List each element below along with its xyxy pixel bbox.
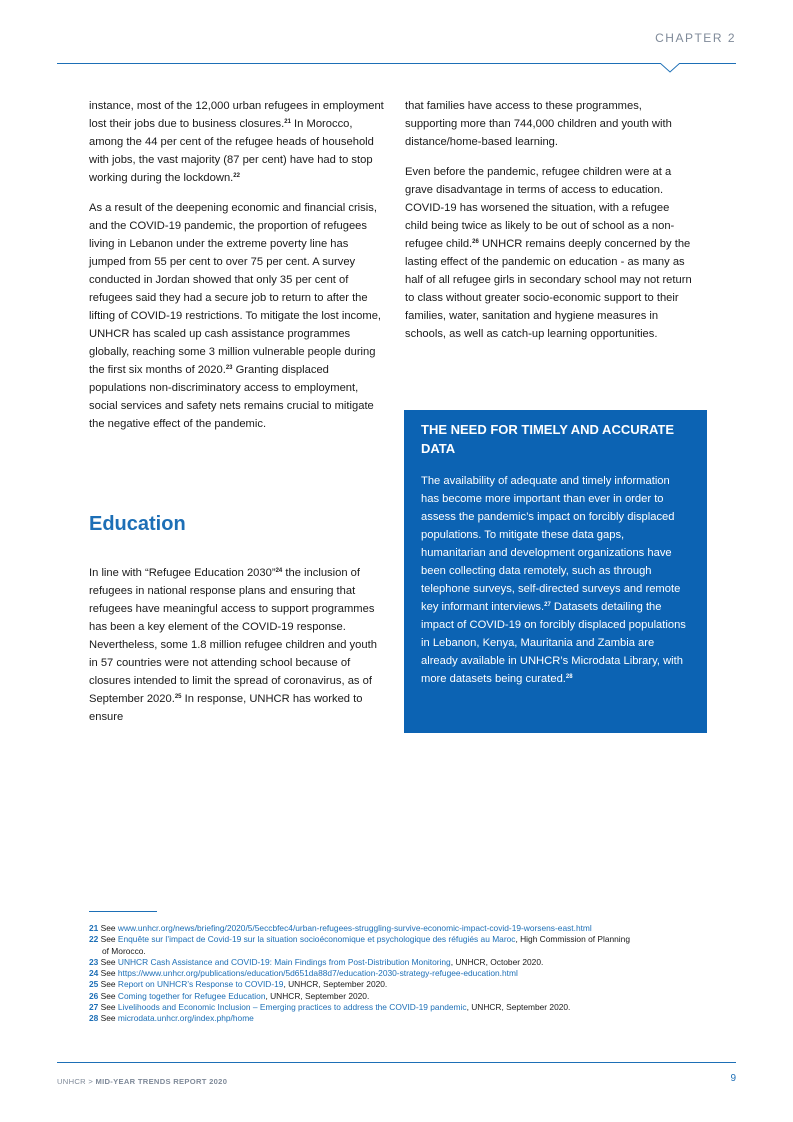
text-run: As a result of the deepening economic and financial crisis, and the COVID-19 pandemic, the proportion of refugees living in Lebanon under the extreme poverty line has jumped from 55 per cent to over 75 per cent. A survey conducted in Jordan showed that only 35 per cent of refugees said they had a secure job to return to after the lifting of COVID-19 restrictions. To mitigate the lost income, UNHCR has scaled up cash assistance programmes globally, reaching some 3 million vulnerable people during the first six months of 2020. — [89, 202, 382, 376]
text-run: The availability of adequate and timely information has become more important than ever in order to assess the pandemic’s impact on forcibly displaced populations. To mitigate these data gaps, humanitarian and development organizations have been collecting data remotely, such as through telephone surveys, self-directed surveys and remote key informant interviews. — [421, 475, 681, 613]
footnote-link[interactable]: Livelihoods and Economic Inclusion – Emerging practices to address the COVID-19 pandemic — [117, 1002, 467, 1013]
text-run: that families have access to these programmes, supporting more than 744,000 children and youth with distance/home-based learning. — [405, 100, 672, 148]
footnote-item — [89, 991, 709, 1002]
footer-org: UNHCR > — [57, 1077, 96, 1086]
footnote-number: 25 — [89, 979, 99, 990]
footnote-number: 27 — [89, 1002, 99, 1013]
text-run: In response, UNHCR has worked to ensure — [89, 693, 363, 723]
footnote-number: 24 — [89, 968, 99, 979]
text-run: UNHCR remains deeply concerned by the lasting effect of the pandemic on education - as many as half of all refugee girls in secondary school may not return to class without greater socio-economic support to their families, water, sanitation and hygiene measures in schools, as well as catch-up learning opportunities. — [405, 238, 692, 340]
footnote-suffix: , UNHCR, October 2020. — [450, 956, 544, 967]
footnote-ref[interactable]: 21 — [284, 119, 291, 125]
footnote-ref[interactable]: 27 — [544, 602, 551, 608]
text-run: Granting displaced populations non-discriminatory access to employment, social services and safety nets remains crucial to mitigate the negative effect of the pandemic. — [89, 364, 374, 430]
footnote-suffix: , High Commission of Planning — [515, 934, 630, 945]
footnote-link[interactable]: https://www.unhcr.org/publications/education/5d651da88d7/education-2030-strategy-refugee-education.html — [117, 968, 518, 979]
footnote-link[interactable]: UNHCR Cash Assistance and COVID-19: Main Findings from Post-Distribution Monitoring — [117, 956, 451, 967]
footnote-link[interactable]: www.unhcr.org/news/briefing/2020/5/5eccbfec4/urban-refugees-struggling-survive-economic-impact-covid-19-worsens-east.html — [117, 923, 592, 933]
paragraph — [89, 97, 385, 187]
footnote-link[interactable]: microdata.unhcr.org/index.php/home — [117, 1013, 254, 1024]
footnote-link[interactable]: Enquête sur l’impact de Covid-19 sur la situation socioéconomique et psychologique des réfugiés au Maroc — [117, 934, 516, 945]
text-run: In Morocco, among the 44 per cent of the refugee heads of household with jobs, the vast majority (87 per cent) have had to stop working during the lockdown. — [89, 118, 374, 184]
callout-box — [404, 410, 707, 733]
footnote-ref[interactable]: 26 — [472, 239, 479, 245]
header-notch-icon — [660, 63, 680, 73]
footnote-prefix: See — [98, 979, 118, 990]
footnote-ref[interactable]: 28 — [565, 674, 573, 680]
right-column — [405, 97, 695, 355]
page-number: 9 — [730, 1073, 736, 1084]
footnote-number: 21 — [89, 923, 99, 933]
footnote-item — [89, 923, 709, 934]
footnote-item — [89, 934, 709, 945]
text-run: the inclusion of refugees in national response plans and ensuring that refugees have meaningful access to support programmes has been a key element of the COVID-19 response. Nevertheless, some 1.8 million refugee children and youth in 57 countries were not attending school because of closures intended to limit the spread of coronavirus, as of September 2020. — [89, 567, 377, 705]
footnote-prefix: See — [98, 968, 118, 979]
footnote-prefix: See — [98, 956, 118, 967]
footnote-number: 26 — [89, 990, 99, 1001]
footnote-number: 28 — [89, 1013, 99, 1024]
footnote-item — [89, 957, 709, 968]
education-body — [89, 564, 385, 738]
footnote-item — [89, 1002, 709, 1013]
footnote-continuation: of Morocco. — [102, 945, 146, 956]
footnote-divider — [89, 911, 157, 912]
paragraph — [405, 163, 695, 343]
footnote-number: 23 — [89, 956, 99, 967]
footnote-item — [89, 968, 709, 979]
footer-divider — [57, 1062, 736, 1063]
footnote-ref[interactable]: 23 — [225, 365, 233, 371]
footnote-ref[interactable]: 25 — [174, 694, 182, 700]
footnote-suffix: , UNHCR, September 2020. — [283, 979, 388, 990]
footnote-link[interactable]: Report on UNHCR’s Response to COVID-19 — [117, 979, 284, 990]
header-divider — [57, 63, 736, 64]
footer-title — [57, 1077, 227, 1086]
text-run: Datasets detailing the impact of COVID-19 on forcibly displaced populations in Lebanon, Kenya, Mauritania and Zambia are already available in UNHCR’s Microdata Library, with more datasets being curated. — [421, 601, 686, 685]
footnote-prefix: See — [98, 1002, 118, 1013]
footnote-number: 22 — [89, 934, 99, 945]
footnote-suffix: , UNHCR, September 2020. — [265, 990, 370, 1001]
footnote-item — [89, 979, 709, 990]
footnote-suffix: , UNHCR, September 2020. — [466, 1002, 571, 1013]
footnote-item — [89, 1013, 709, 1024]
footnote-prefix: See — [98, 923, 118, 933]
footer-report: MID-YEAR TRENDS REPORT 2020 — [95, 1077, 228, 1086]
footnote-ref[interactable]: 24 — [275, 568, 283, 574]
text-run: Even before the pandemic, refugee children were at a grave disadvantage in terms of access to education. COVID-19 has worsened the situation, with a refugee child being twice as likely to be out of school as a non-refugee child. — [405, 166, 675, 250]
footnote-prefix: See — [98, 934, 118, 945]
paragraph — [405, 97, 695, 151]
left-column — [89, 97, 385, 445]
callout-title: THE NEED FOR TIMELY AND ACCURATE DATA — [421, 422, 675, 456]
section-heading-education: Education — [89, 513, 186, 535]
footnote-link[interactable]: Coming together for Refugee Education — [117, 990, 266, 1001]
paragraph — [89, 199, 385, 433]
paragraph — [89, 564, 385, 726]
chapter-label: CHAPTER 2 — [655, 31, 736, 45]
text-run: instance, most of the 12,000 urban refugees in employment lost their jobs due to business closures. — [89, 100, 384, 130]
footnote-prefix: See — [98, 1013, 118, 1024]
footnote-prefix: See — [98, 990, 118, 1001]
footnote-ref[interactable]: 22 — [233, 173, 240, 179]
callout-body — [421, 472, 690, 688]
footnotes — [89, 923, 709, 1025]
text-run: In line with “Refugee Education 2030” — [89, 567, 276, 579]
